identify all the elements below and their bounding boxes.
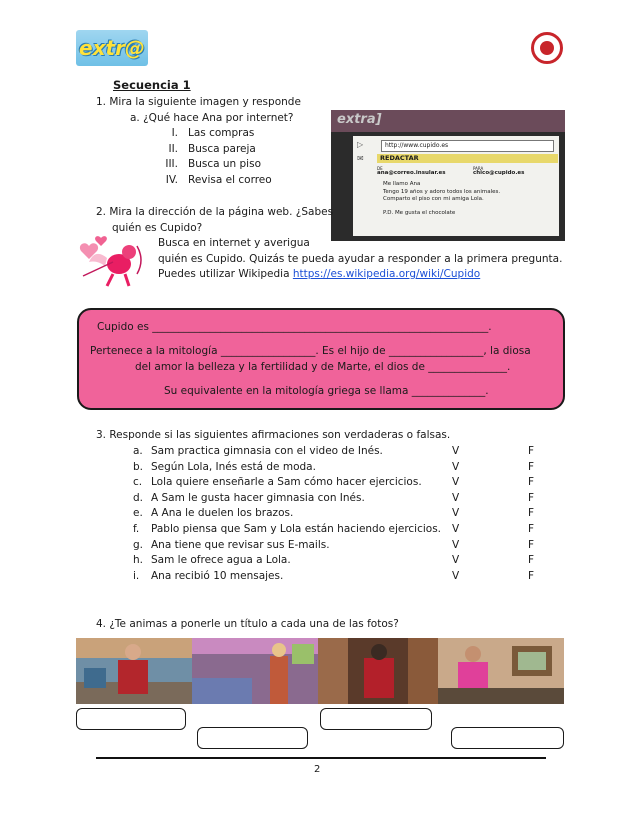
box-line: Su equivalente en la mitología griega se llama ______________. [164, 385, 489, 397]
false-option[interactable]: F [528, 554, 535, 566]
q2-line: Busca en internet y averigua [158, 237, 310, 249]
false-option[interactable]: F [528, 461, 535, 473]
true-option[interactable]: V [452, 507, 460, 519]
from-label: DE [377, 166, 383, 171]
false-option[interactable]: F [528, 476, 535, 488]
q1-option: Busca un piso [188, 158, 261, 170]
q2-line: quién es Cupido. Quizás te pueda ayudar a responder a la primera pregunta. [158, 253, 563, 265]
q3-prompt: 3. Responde si las siguientes afirmaciones son verdaderas o falsas. [96, 429, 451, 441]
tf-item-letter: c. [133, 476, 143, 488]
photo-3-title-input[interactable] [320, 708, 432, 730]
q1-option: Busca pareja [188, 143, 256, 155]
page-number: 2 [314, 764, 321, 775]
tf-item-statement: Ana recibió 10 mensajes. [151, 570, 284, 582]
box-line: del amor la belleza y la fertilidad y de Marte, el dios de _______________. [135, 361, 511, 373]
url-field: http://www.cupido.es [381, 140, 554, 152]
q2-line: 2. Mira la dirección de la página web. ¿Sabes [96, 206, 334, 218]
true-option[interactable]: V [452, 523, 460, 535]
true-option[interactable]: V [452, 492, 460, 504]
photo-3 [318, 638, 438, 704]
tf-item-statement: Según Lola, Inés está de moda. [151, 461, 316, 473]
compose-header: REDACTAR [377, 154, 558, 163]
true-option[interactable]: V [452, 554, 460, 566]
q1-option: Las compras [188, 127, 255, 139]
true-option[interactable]: V [452, 570, 460, 582]
photo-1 [76, 638, 192, 704]
tf-item-statement: Sam practica gimnasia con el video de Inés. [151, 445, 383, 457]
tf-item-statement: Pablo piensa que Sam y Lola están haciendo ejercicios. [151, 523, 442, 535]
false-option[interactable]: F [528, 445, 535, 457]
page-title: Secuencia 1 [113, 78, 191, 92]
tf-item-statement: A Sam le gusta hacer gimnasia con Inés. [151, 492, 365, 504]
q1-prompt: 1. Mira la siguiente imagen y responde [96, 96, 301, 108]
email-screenshot [331, 110, 565, 241]
screenshot-brand: extra] [337, 112, 382, 127]
false-option[interactable]: F [528, 539, 535, 551]
tf-item-letter: a. [133, 445, 143, 457]
tf-item-statement: A Ana le duelen los brazos. [151, 507, 294, 519]
true-option[interactable]: V [452, 476, 460, 488]
photo-4 [438, 638, 564, 704]
tf-item-letter: d. [133, 492, 144, 504]
extra-logo: extr@ [76, 30, 148, 66]
true-option[interactable]: V [452, 539, 460, 551]
true-option[interactable]: V [452, 445, 460, 457]
q4-prompt: 4. ¿Te animas a ponerle un título a cada una de las fotos? [96, 618, 399, 630]
cupid-icon [77, 232, 147, 292]
email-body: Me llamo Ana Tengo 19 años y adoro todos los animales. Comparto el piso con mi amiga Lola. P.D. Me gusta el chocolate [383, 181, 501, 216]
mail-icon: ✉ [357, 154, 364, 163]
wikipedia-link[interactable]: https://es.wikipedia.org/wiki/Cupido [292, 268, 481, 280]
photo-4-title-input[interactable] [451, 727, 564, 749]
false-option[interactable]: F [528, 507, 535, 519]
to-label: PARA [473, 166, 484, 171]
photo-2-title-input[interactable] [197, 727, 308, 749]
false-option[interactable]: F [528, 570, 535, 582]
false-option[interactable]: F [528, 523, 535, 535]
box-line: Cupido es ________________________________________________________________. [97, 321, 492, 333]
q1-sub-a: a. ¿Qué hace Ana por internet? [130, 112, 294, 124]
q1-option-num: III. [165, 158, 178, 170]
q1-option-num: I. [171, 127, 178, 139]
q2-line: quién es Cupido? [112, 222, 203, 234]
tf-item-letter: h. [133, 554, 143, 566]
q1-option-num: IV. [165, 174, 178, 186]
to-field: chico@cupido.es [473, 170, 525, 176]
q1-option-num: II. [168, 143, 178, 155]
q2-line: Puedes utilizar Wikipedia https://es.wikipedia.org/wiki/Cupido [158, 268, 481, 280]
tf-item-statement: Sam le ofrece agua a Lola. [151, 554, 291, 566]
tf-item-letter: e. [133, 507, 143, 519]
photo-2 [192, 638, 318, 704]
photo-1-title-input[interactable] [76, 708, 186, 730]
tf-item-letter: b. [133, 461, 144, 473]
tf-item-letter: g. [133, 539, 144, 551]
back-arrow-icon: ▷ [357, 140, 364, 149]
q1-option: Revisa el correo [188, 174, 272, 186]
school-seal-icon [531, 32, 563, 64]
from-field: ana@correo.insular.es [377, 170, 446, 176]
false-option[interactable]: F [528, 492, 535, 504]
true-option[interactable]: V [452, 461, 460, 473]
box-line: Pertenece a la mitología __________________. Es el hijo de __________________, la diosa [90, 345, 531, 357]
footer-rule [96, 757, 546, 759]
tf-item-statement: Ana tiene que revisar sus E-mails. [151, 539, 330, 551]
tf-item-statement: Lola quiere enseñarle a Sam cómo hacer ejercicios. [151, 476, 422, 488]
tf-item-letter: i. [133, 570, 140, 582]
tf-item-letter: f. [133, 523, 140, 535]
